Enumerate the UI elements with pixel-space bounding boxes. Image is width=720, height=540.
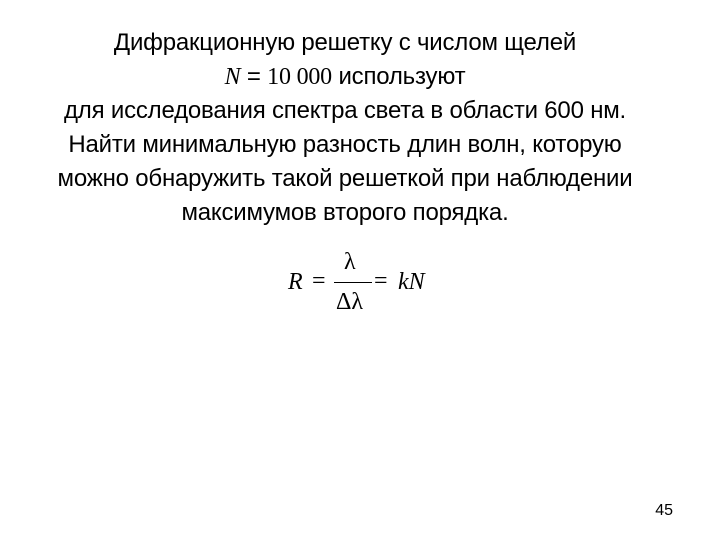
formula-equals-2: = bbox=[374, 268, 388, 294]
formula-denominator: Δλ bbox=[336, 289, 364, 315]
problem-line-4: Найти минимальную разность длин волн, которую bbox=[68, 131, 622, 158]
problem-text bbox=[0, 26, 690, 230]
variable-n: N bbox=[224, 64, 241, 90]
page-number: 45 bbox=[655, 502, 673, 519]
problem-line-6: максимумов второго порядка. bbox=[181, 199, 509, 226]
resolving-power-formula bbox=[0, 248, 720, 338]
formula-equals-1: = bbox=[312, 268, 326, 294]
formula-lhs: R bbox=[288, 269, 303, 295]
problem-line-3: для исследования спектра света в области 600 нм. bbox=[63, 97, 627, 124]
equals-sign: = bbox=[240, 63, 268, 90]
problem-line-1: Дифракционную решетку с числом щелей bbox=[113, 29, 577, 56]
formula-rhs: kN bbox=[398, 269, 425, 295]
problem-line-2-rest: используют bbox=[331, 63, 466, 90]
problem-line-2 bbox=[0, 60, 690, 94]
slit-count: 10 000 bbox=[267, 64, 332, 90]
fraction-bar bbox=[334, 282, 372, 283]
problem-line-5: можно обнаружить такой решеткой при наблюдении bbox=[57, 165, 633, 192]
formula-numerator: λ bbox=[344, 249, 356, 275]
